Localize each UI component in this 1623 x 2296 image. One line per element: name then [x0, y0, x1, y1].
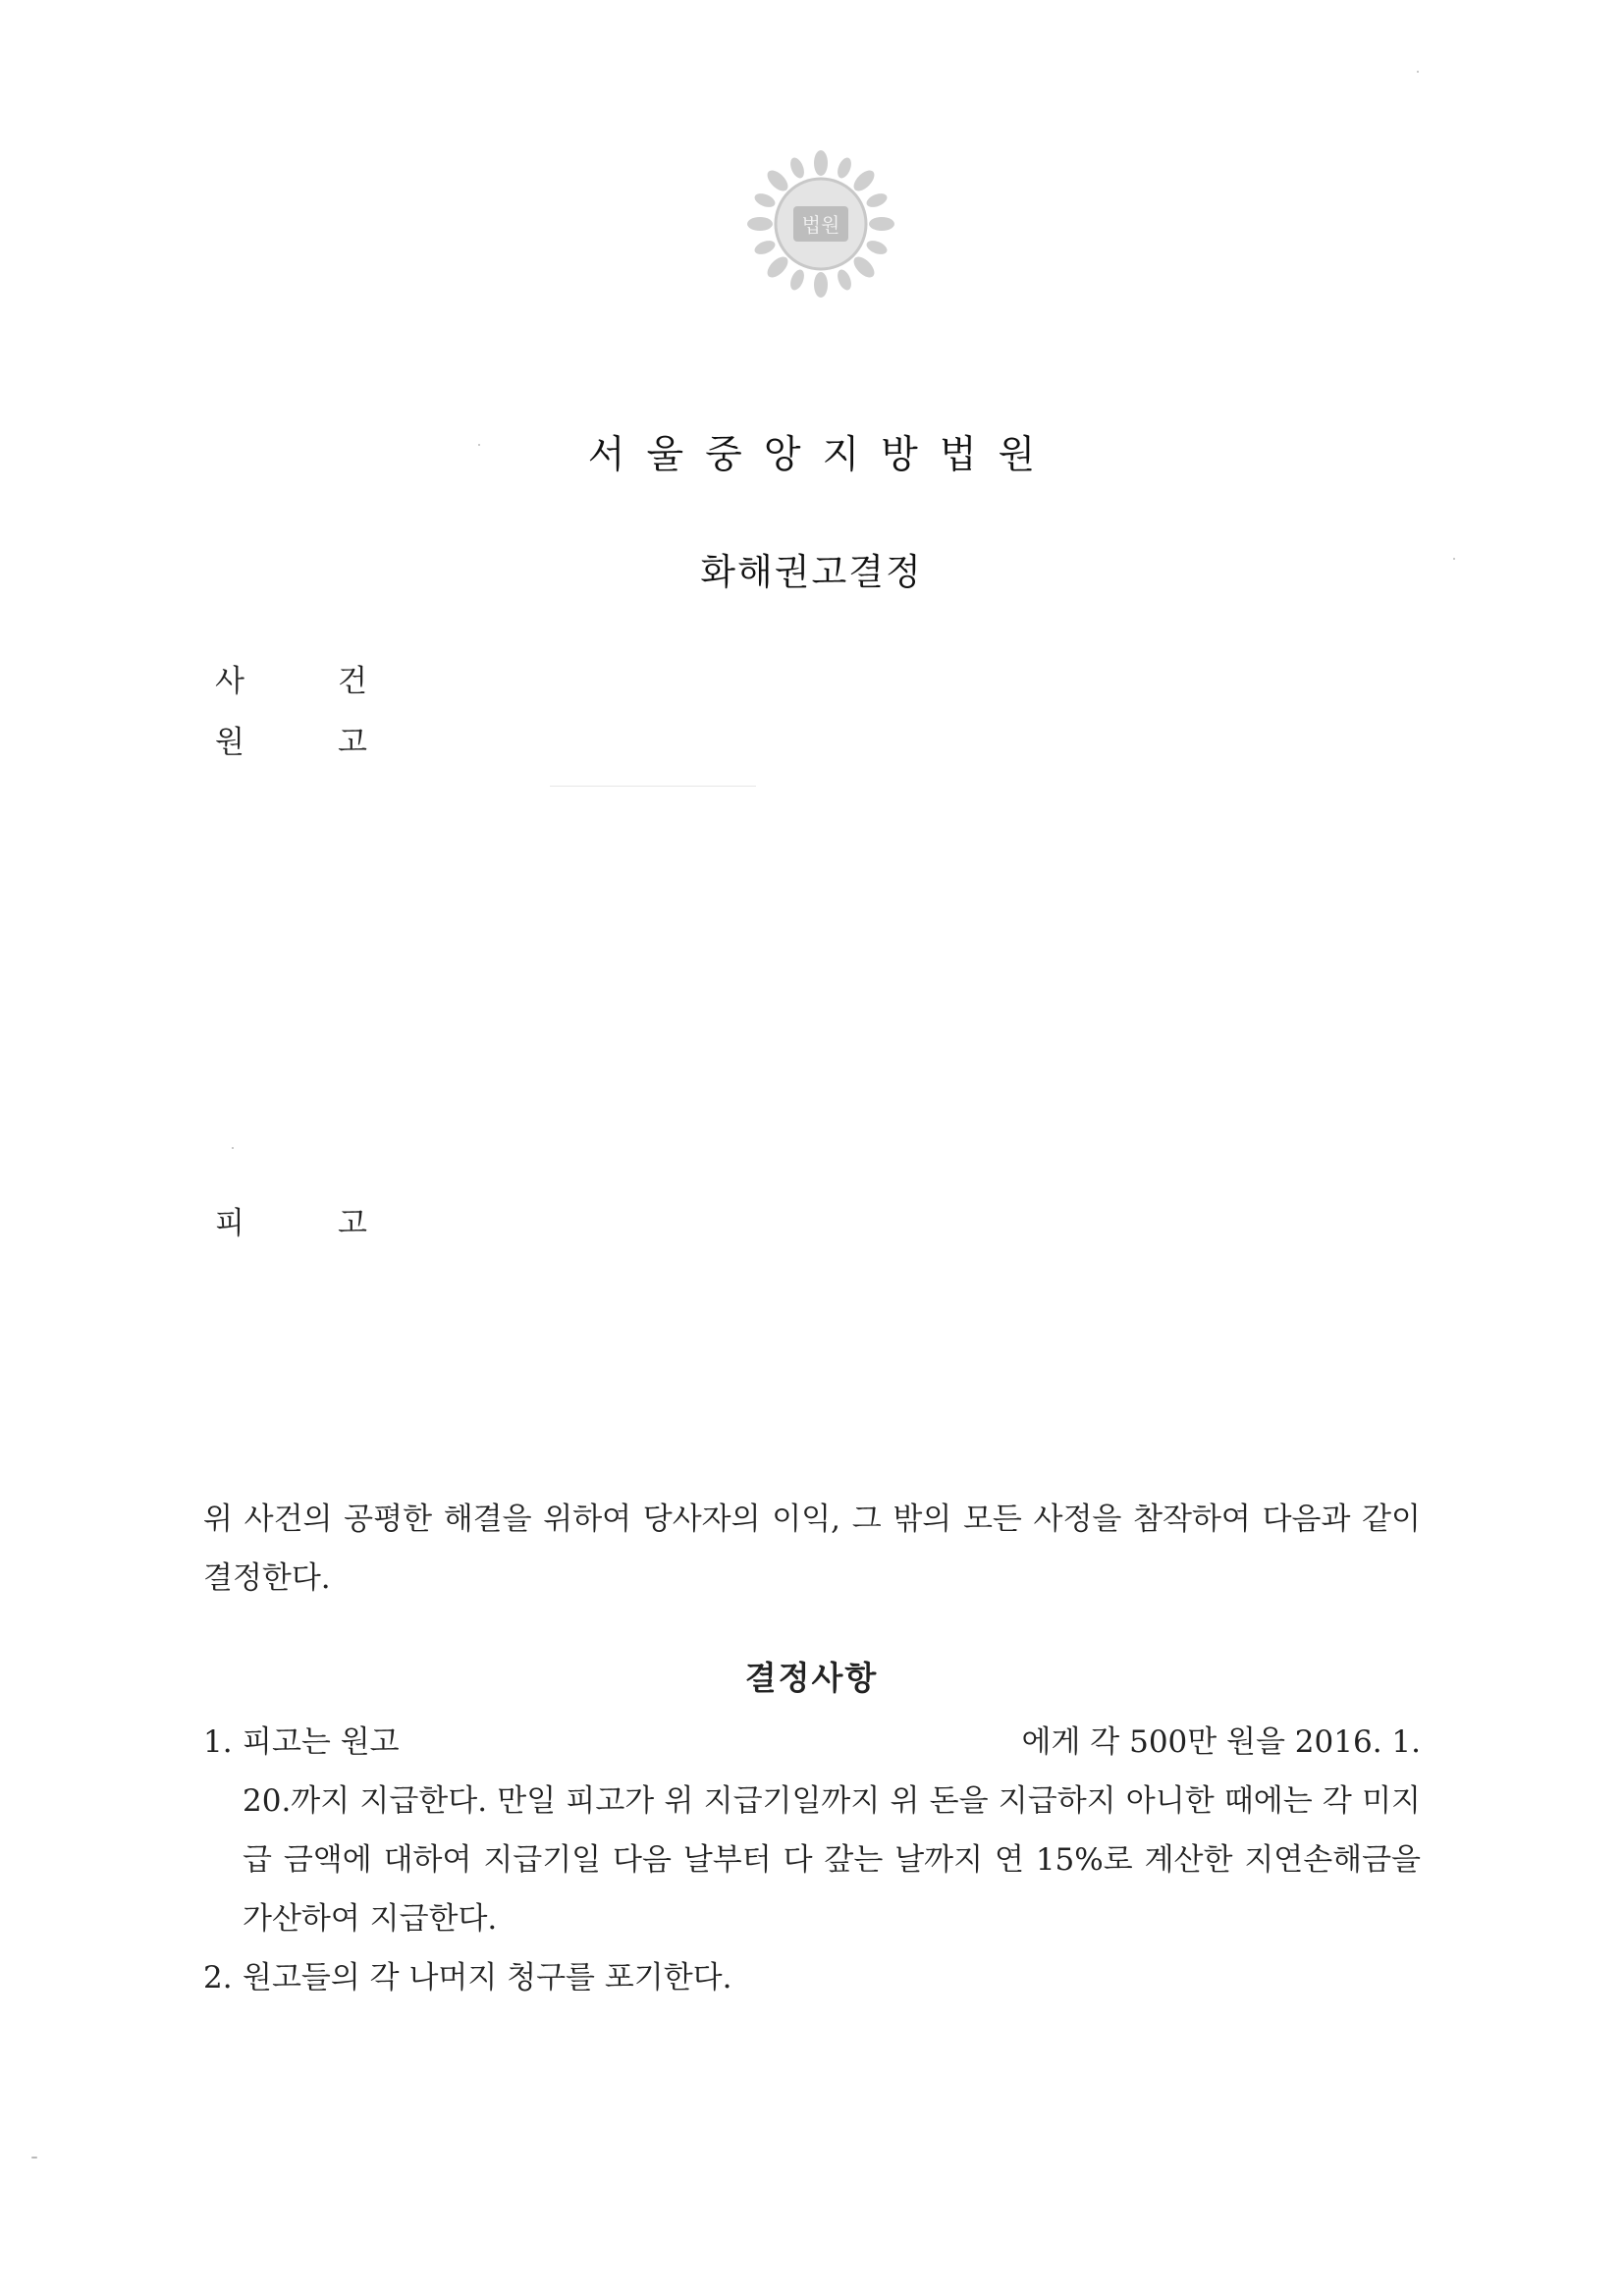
decision-item-number: 1. [203, 1724, 233, 1760]
plaintiff-label [0, 717, 1623, 760]
defendant-label-char-2: 고 [338, 1206, 367, 1241]
decision-item-1-first-line [243, 1713, 1421, 1772]
scan-speck [1453, 558, 1455, 560]
seal-text: 법원 [801, 213, 840, 237]
document-title: 화해권고결정 [700, 551, 923, 593]
court-seal [742, 145, 899, 302]
decision-item-1 [203, 1713, 1421, 1948]
intro-paragraph: 위 사건의 공평한 해결을 위하여 당사자의 이익, 그 밖의 모든 사정을 참작하여 다음과 같이 결정한다. [203, 1502, 1421, 1596]
defendant-label-char-1: 피 [215, 1206, 244, 1241]
defendant-label [0, 1198, 1623, 1241]
case-label-char-2: 건 [338, 664, 367, 699]
court-name: 서울중앙지방법원 [587, 433, 1057, 477]
case-label-char-1: 사 [215, 664, 244, 699]
plaintiff-label-char-2: 고 [338, 725, 367, 760]
decision-item-2-text: 원고들의 각 나머지 청구를 포기한다. [243, 1960, 732, 1995]
plaintiff-label-char-1: 원 [215, 725, 244, 760]
decision-title: 결정사항 [744, 1659, 879, 1697]
decision-item-number: 2. [203, 1960, 233, 1995]
court-emblem-icon [742, 145, 899, 302]
decision-item-2 [203, 1948, 1421, 2007]
case-label [0, 656, 1623, 699]
scan-speck [232, 1147, 234, 1149]
scan-speck [31, 2157, 37, 2159]
decision-item-1-lead: 피고는 원고 [243, 1724, 400, 1760]
scan-speck [1417, 71, 1419, 73]
decision-item-1-rest: 20.까지 지급한다. 만일 피고가 위 지급기일까지 위 돈을 지급하지 아니한 때에는 각 미지급 금액에 대하여 지급기일 다음 날부터 다 갚는 날까지 연 15%로 계산한 지연손해금을 가산하여 지급한다. [243, 1783, 1421, 1937]
scan-artifact-line [550, 786, 756, 787]
decision-item-1-tail: 에게 각 500만 원을 2016. 1. [1021, 1724, 1421, 1760]
decision-items [203, 1713, 1421, 2007]
scan-speck [478, 444, 480, 446]
